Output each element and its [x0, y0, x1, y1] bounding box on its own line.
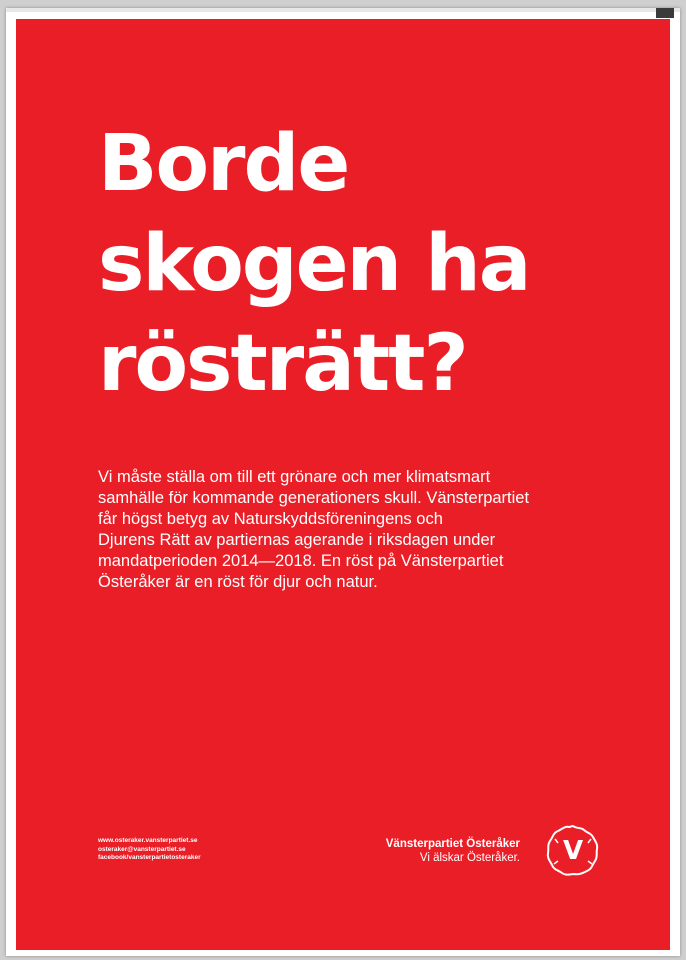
body-paragraph [98, 467, 598, 593]
body-line: Vi måste ställa om till ett grönare och mer klimatsmart [98, 468, 491, 486]
email-link: osteraker@vansterpartiet.se [98, 845, 186, 853]
page-top-edge [6, 8, 680, 12]
headline-line: Borde [98, 119, 349, 209]
body-line: mandatperioden 2014—2018. En röst på Vänsterpartiet [98, 552, 504, 570]
headline-line: skogen ha [98, 219, 530, 309]
logo-letter: V [562, 836, 584, 866]
body-line: Djurens Rätt av partiernas agerande i riksdagen under [98, 531, 496, 549]
facebook-link: facebook/vansterpartietosteraker [98, 854, 201, 861]
party-slogan: Vi älskar Österåker. [419, 852, 520, 864]
party-brand [386, 837, 520, 865]
poster [16, 19, 670, 950]
headline [98, 114, 638, 414]
party-name: Vänsterpartiet Österåker [385, 838, 520, 850]
body-line: får högst betyg av Naturskyddsföreningens och [98, 510, 443, 528]
body-line: samhälle för kommande generationers skull. Vänsterpartiet [98, 489, 530, 507]
headline-line: rösträtt? [98, 319, 467, 409]
body-line: Österåker är en röst för djur och natur. [98, 573, 378, 591]
website-link: www.osteraker.vansterpartiet.se [98, 837, 198, 844]
document-page [6, 8, 680, 956]
rose-v-logo-icon [546, 823, 600, 877]
page-corner-mark [656, 8, 674, 18]
contact-info [98, 837, 201, 863]
